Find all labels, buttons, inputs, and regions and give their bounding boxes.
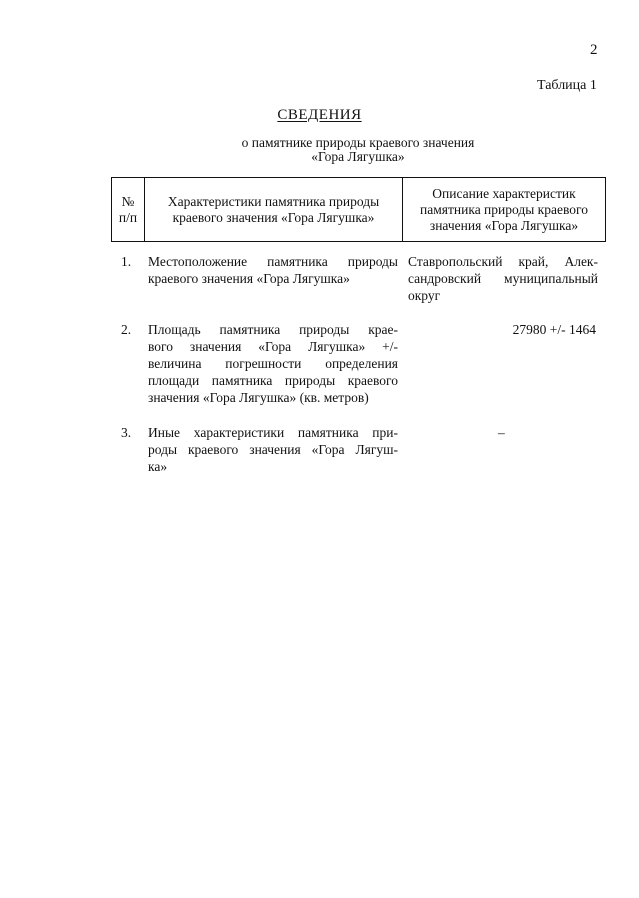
text-line: 27980 +/- 1464 [512, 322, 596, 337]
header-text: п/п [118, 209, 138, 225]
row-description [408, 321, 598, 338]
table-label: Таблица 1 [537, 78, 597, 93]
text-line: – [498, 425, 505, 440]
row-characteristic [148, 321, 398, 406]
text-line: площади памятника природы краевого [148, 373, 398, 388]
header-cell-number [112, 178, 145, 241]
text-line: Ставропольский край, Алек- [408, 254, 598, 269]
header-cell-characteristics [145, 178, 403, 241]
header-text: памятника природы краевого [420, 201, 588, 217]
text-line: Площадь памятника природы крае- [148, 322, 398, 337]
text-line: Местоположение памятника природы [148, 254, 398, 269]
document-title: СВЕДЕНИЯ [277, 107, 362, 123]
row-description [408, 253, 598, 304]
text-line: роды краевого значения «Гора Лягуш- [148, 442, 398, 457]
header-text: краевого значения «Гора Лягушка» [172, 209, 375, 225]
text-line: округ [408, 288, 441, 303]
header-text: Характеристики памятника природы [167, 193, 380, 209]
text-line: вого значения «Гора Лягушка» +/- [148, 339, 398, 354]
header-text: № [121, 193, 135, 209]
document-subtitle [208, 136, 508, 164]
row-number: 2. [121, 322, 132, 337]
text-line: ка» [148, 459, 168, 474]
text-line: Иные характеристики памятника при- [148, 425, 398, 440]
page-number: 2 [590, 42, 598, 58]
header-cell-description [403, 178, 605, 241]
text-line: величина погрешности определения [148, 356, 398, 371]
header-text: Описание характеристик [432, 185, 576, 201]
row-number: 1. [121, 254, 132, 269]
row-characteristic [148, 424, 398, 475]
text-line: сандровский муниципальный [408, 271, 598, 286]
text-line: краевого значения «Гора Лягушка» [148, 271, 350, 286]
text-line: значения «Гора Лягушка» (кв. метров) [148, 390, 369, 405]
subtitle-line: о памятнике природы краевого значения [241, 135, 475, 150]
row-number: 3. [121, 425, 132, 440]
row-description [408, 424, 598, 441]
row-characteristic [148, 253, 398, 287]
subtitle-line: «Гора Лягушка» [311, 149, 405, 164]
header-text: значения «Гора Лягушка» [429, 217, 579, 233]
table-header [111, 177, 606, 242]
